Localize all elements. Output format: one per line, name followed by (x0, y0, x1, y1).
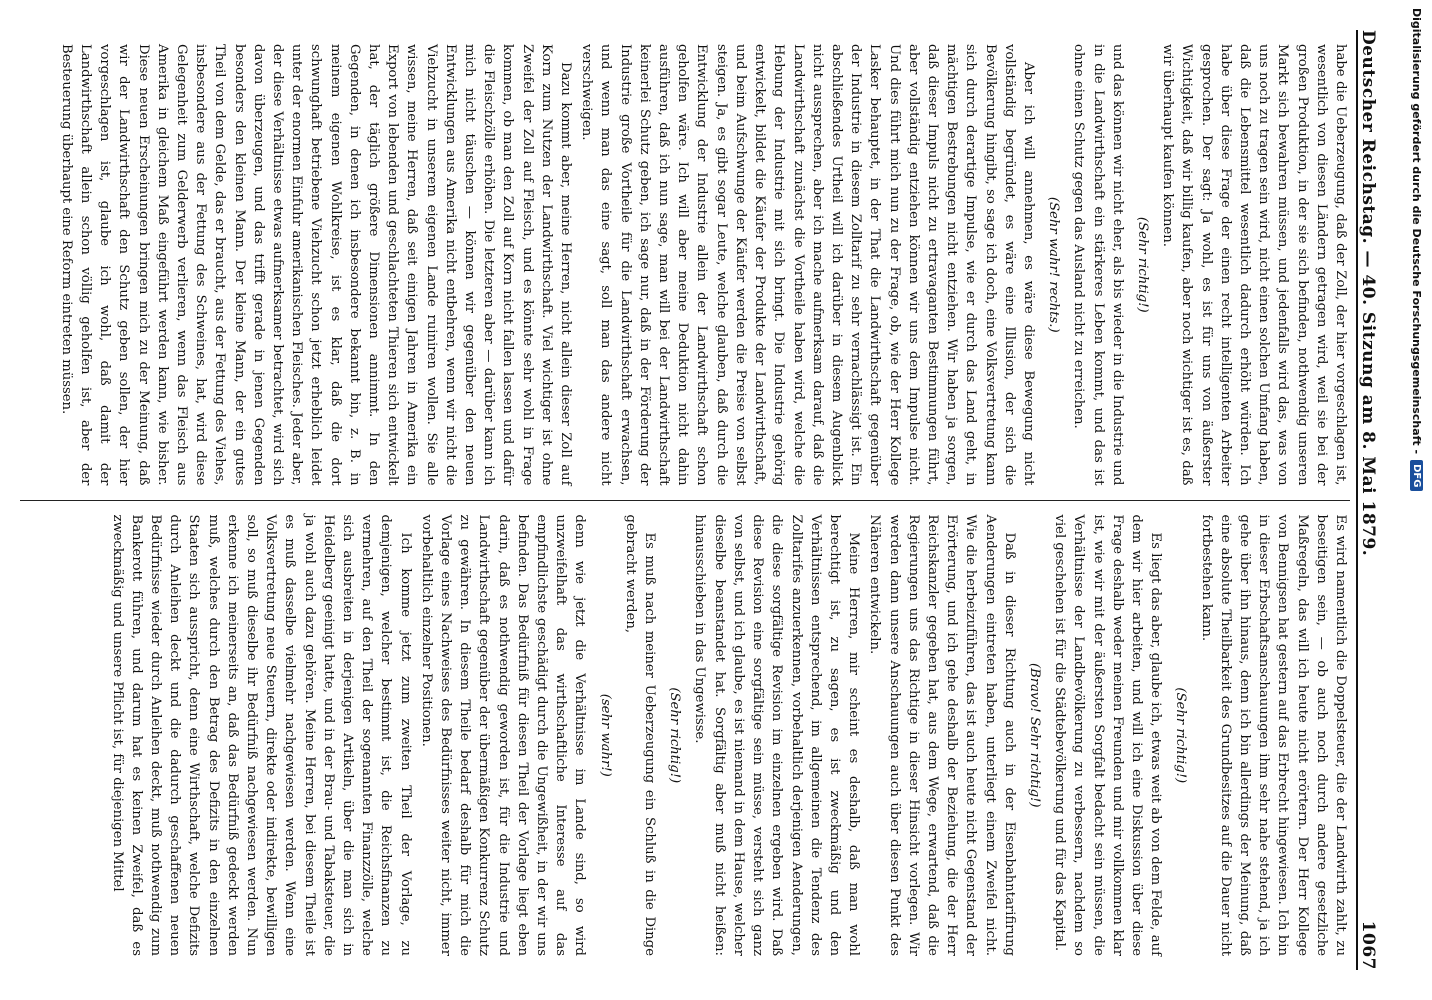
page-number: 1067 (1358, 920, 1378, 970)
interjection: (Sehr richtig!) (1134, 216, 1150, 313)
text-columns (20, 30, 1350, 970)
paragraph: Es liegt das aber, glaube ich, etwas weit ab von dem Felde, auf dem wir hier arbeiten, und will ich eine Diskussion über diese Frage deshalb weder meinen Freunden und mir vollkommen klar ist, wie wir mit der äußersten Sorgfalt bedacht sein müssen, die Verhältnisse der Landbevölkerung zu verbessern, nachdem so viel geschehen ist für die Städtebevölkerung und für das Kapital. (1052, 514, 1164, 956)
paragraph: Es wird namentlich die Doppelsteuer, die der Landwirth zahlt, zu beseitigen sein, — ob auch noch durch andere gesetzliche Maßregeln, das will ich heute nicht erörtern. Der Herr Kollege von Bennigsen hat gestern auf das Erbrecht hingewiesen. Ich bin in dieser Erbschaftsanschauungen ihm sehr nahe stehend, ja ich gehe über ihn hinaus, denn ich bin allerdings der Meinung, daß eine absolute Theilbarkeit des Grundbesitzes auf die Dauer nicht fortbestehen kann. (1198, 514, 1348, 956)
page-header (1356, 30, 1392, 970)
running-title: Deutscher Reichstag. — 40. Sitzung am 8. Mai 1879. (1358, 30, 1378, 557)
paragraph: und das können wir nicht eher, als bis wieder in die Industrie und in die Landwirthschaft ein stärkeres Leben kommt, und das ist ohne einen Schutz gegen das Ausland nicht zu erreichen. (1071, 44, 1125, 486)
digitization-note-text: Digitalisierung gefördert durch die Deutsche Forschungsgemeinschaft - (1410, 8, 1424, 455)
interjection: (sehr wahr!) (597, 693, 613, 777)
column-left (20, 30, 1350, 500)
interjection: (Sehr richtig!) (667, 687, 683, 784)
column-right (20, 500, 1350, 971)
paragraph: Dazu kommt aber, meine Herren, nicht allein dieser Zoll auf Korn zum Nutzen der Landwirthschaft. Viel wichtiger ist ohne Zweifel der Zoll auf Fleisch, und es könnte sehr wohl in Frage kommen, ob man den Zoll auf Korn nicht fallen lassen und dafür die Fleischzölle erhöhen. Die letzteren aber — darüber kann ich mich nicht täuschen — können wir gegenüber den neuen Entwicklungen aus Amerika nicht entbehren, wenn wir nicht die Viehzucht in unserem eigenen Lande ruiniren wollen. Sie alle wissen, meine Herren, daß seit einigen Jahren in Amerika ein Export von lebenden und geschlachteten Thieren sich entwickelt hat, der täglich größere Dimensionen annimmt. In den Gegenden, in denen ich insbesondere bekannt bin, z. B. in meinem eigenen Wohlkreise, ist es klar, daß die dort schwunghaft betriebene Viehzucht schon jetzt erheblich leidet unter der enormen Einfuhr amerikanischen Fleisches. Jeder aber, der diese Verhältnisse etwas aufmerksamer betrachtet, wird sich davon überzeugen, und das trifft gerade in jenen Gegenden besonders den kleinen Mann. Der kleine Mann, der ein gutes Theil von dem Gelde, das er braucht, aus der Fettung des Viehes, insbesondere aus der Fettung des Schweines, hat, wird diese Gelegenheit zum Gelderwerb verlieren, wenn das Fleisch aus Amerika in gleichem Maß eingeführt werden kann, wie bisher. Diese neuen Erscheinungen bringen mich zu der Meinung, daß wir der Landwirthschaft den Schutz geben sollen, der hier vorgeschlagen ist, glaube ich wohl, daß damit der Landwirthschaft allein schon völlig geholfen ist, aber der Besteuerung überhaupt eine Reform eintreten müssen. (58, 44, 574, 486)
paragraph: Aber ich will annehmen, es wäre diese Bewegung nicht vollständig begründet, es wäre eine Illusion, der sich die Bevölkerung hingibt, so sage ich doch, eine Volksvertretung kann sich durch derartige Impulse, wie er durch das Land geht, in mächtigen Bestrebungen nicht entziehen. Wir haben ja sorgen, daß dieser Impuls nicht zu ertravaganten Bestimmungen führt, aber vollständig entziehen können wir uns dem Impulse nicht. Und dies führt mich nun zu der Frage, ob, wie der Herr Kollege Lasker behauptet, in der That die Landwirthschaft gegenüber der Industrie in diesem Zolltarif zu sehr vernachlässigt ist. Ein abschließendes Urtheil will ich darüber in diesem Augenblick nicht aussprechen, aber ich mache aufmerksam darauf, daß die Landwirthschaft zunächst die Vortheile haben wird, welche die Hebung der Industrie mit sich bringt. Die Industrie gehörig entwickelt, bildet die Käufer der Produkte der Landwirthschaft, und beim Aufschwunge der Käufer werden die Preise von selbst steigen. Ja, es gibt sogar Leute, welche glauben, daß durch die Entwicklung der Industrie allein der Landwirthschaft schon geholfen wäre. Ich will aber meine Deduktion nicht dahin ausführen, daß ich nun sage, man will bei der Landwirthschaft keinerlei Schutz geben, ich sage nur, daß in der Förderung der Industrie große Vortheile für die Landwirthschaft erwachsen, und wenn man das eine sagt, soll man das andere nicht verschweigen. (579, 44, 1036, 486)
paragraph: Meine Herren, mir scheint es deshalb, daß man wohl berechtigt ist, zu sagen, es ist zweckmäßig und den Verhältnissen entsprechend, im allgemeinen die Tendenz des Zolltarifes anzuerkennen, vorbehaltlich derjenigen Aenderungen, die diese sorgfältige Revision im einzelnen ergeben wird. Daß diese Revision eine sorgfältige sein müsse, versteht sich ganz von selbst, und ich glaube, es ist niemand in dem Hause, welcher dieselbe beanstandet hat. Sorgfältig aber muß nicht heißen: hinausschieben in das Ungewisse. (692, 514, 862, 956)
paragraph: Daß in dieser Richtung auch in der Eisenbahntarifirung Aenderungen eintreten haben, unterliegt einem Zweifel nicht. Wie die herbeizuführen, das ist auch heute nicht Gegenstand der Erörterung, und ich gehe deshalb der Beziehung, die der Herr Reichskanzler gegeben hat, aus dem Wege, erwartend, daß die Regierungen uns das Richtige in dieser Hinsicht vorlegen. Wir werden dann unsere Anschauungen auch über diesen Punkt des Näheren entwickeln. (867, 514, 1017, 956)
interjection: (Sehr richtig!) (1173, 687, 1189, 784)
dfg-logo: DFG (1411, 460, 1424, 491)
paragraph: Ich komme jetzt zum zweiten Theil der Vorlage, zu demjenigen, welcher bestimmt ist, die Reichsfinanzen zu vermehren, auf den Theil der sogenannten Finanzzölle, welche sich ausbreiten in derjenigen Artikeln, über die man sich in Heidelberg geeinigt hatte, und in der Brau- und Tabaksteuer, die ja wohl auch dazu gehören. Meine Herren, bei diesem Theile ist es muß dasselbe vielmehr nachgewiesen werden. Wenn eine Volksvertretung neue Steuern, direkte oder indirekte, bewilligen soll, so muß dieselbe ihr Bedürfniß nachgewiesen werden. Nun erkenne ich meinerseits an, daß das Bedürfniß gedeckt werden muß, welches durch den Betrag des Defizits in den einzelnen Staaten sich ausspricht, denn eine Wirthschaft, welche Defizits durch Anleihen deckt und die dadurch geschaffenen neuen Bedürfnisse wieder durch Anleihen deckt, muß nothwendig zum Bankerott führen, und darum hat es keinen Zweifel, daß es zweckmäßig und unsere Pflicht ist, für diejenigen Mittel (109, 514, 413, 956)
paragraph: habe die Ueberzeugung, daß der Zoll, der hier vorgeschlagen ist, wesentlich von diesen Ländern getragen wird, weil sie bei der großen Produktion, in der sie sich befinden, nothwendig unseren Markt sich bewahren müssen, und jedenfalls wird das, was von uns noch zu tragen sein wird, nicht einen solchen Umfang haben, daß die Lebensmittel wesentlich dadurch erhöht würden. Ich habe über diese Frage der einen recht intelligenten Arbeiter gesprochen. Der sagt: Ja wohl, es ist für uns von äußerster Wichtigkeit, daß wir billig kaufen, aber noch wichtiger ist es, daß wir überhaupt kaufen können. (1160, 44, 1348, 486)
paragraph: Es muß nach meiner Ueberzeugung ein Schluß in die Dinge gebracht werden, (622, 514, 658, 956)
interjection: (Bravo! Sehr richtig!) (1026, 662, 1042, 808)
paragraph: denn wie jetzt die Verhältnisse im Lande sind, so wird unzweifelhaft das wirthschaftliche Interesse auf das empfindlichste geschädigt durch die Ungewißheit, in der wir uns befinden. Das Bedürfniß für diesen Theil der Vorlage liegt eben darin, daß es nothwendig geworden ist, für die Industrie und Landwirthschaft gegenüber der übermäßigen Konkurrenz Schutz zu gewähren. In diesem Theile bedarf deshalb für mich die Vorlage eines Nachweises des Bedürfnisses weiter nicht, immer vorbehaltlich einzelner Positionen. (418, 514, 588, 956)
digitization-note (1406, 8, 1428, 992)
interjection: (Sehr wahr! rechts.) (1046, 196, 1062, 333)
